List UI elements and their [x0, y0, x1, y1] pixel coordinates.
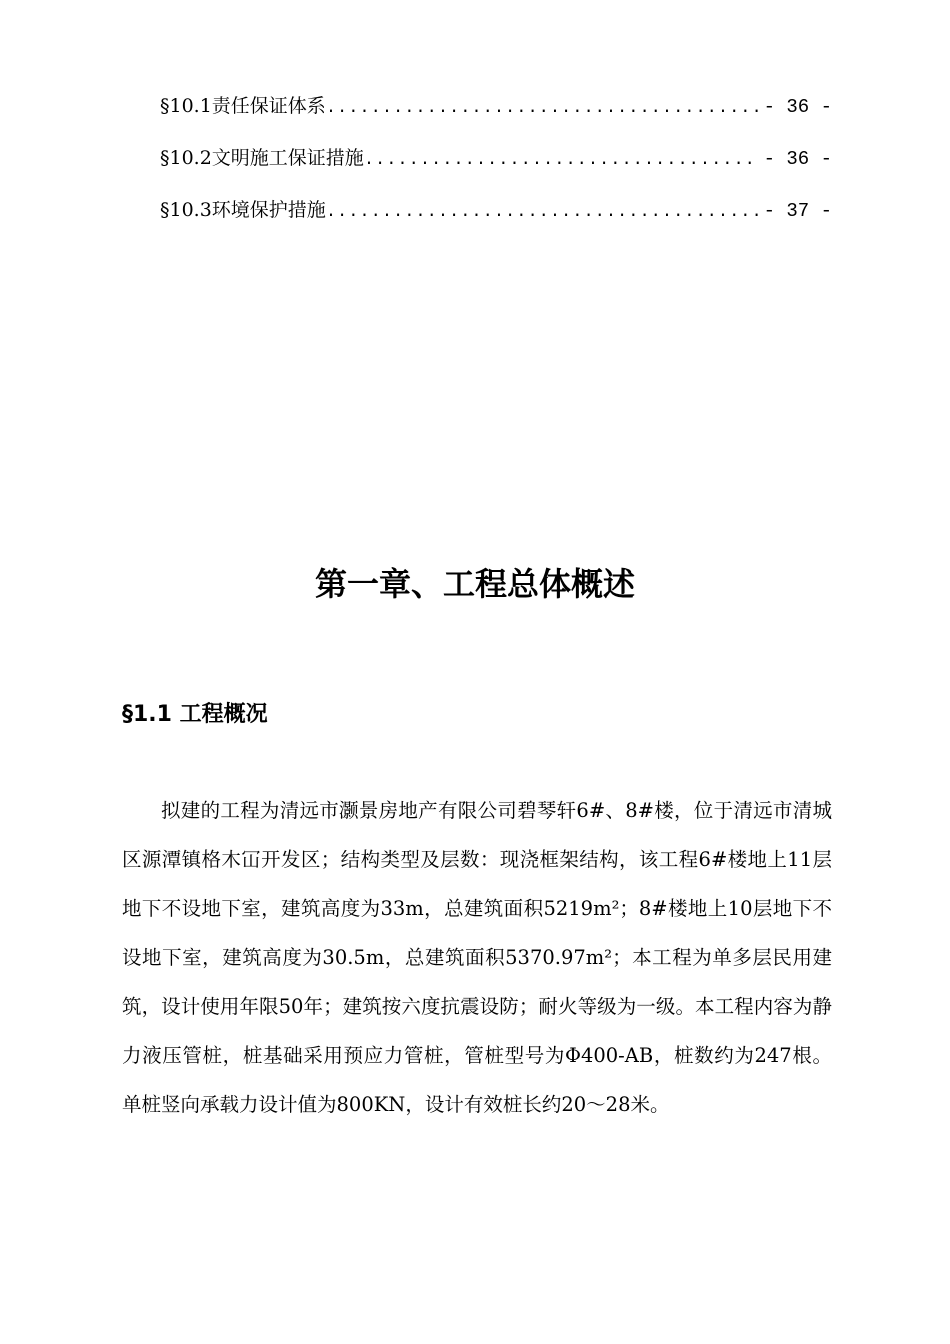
section-heading: §1.1 工程概况 [122, 702, 268, 727]
section-paragraph: 拟建的工程为清远市灏景房地产有限公司碧琴轩6#、8#楼，位于清远市清城区源潭镇格木冚开发区；结构类型及层数：现浇框架结构，该工程6#楼地上11层地下不设地下室，建筑高度为33m，总建筑面积5219m²；8#楼地上10层地下不设地下室，建筑高度为30.5m，总建筑面积5370.97m²；本工程为单多层民用建筑，设计使用年限50年；建筑按六度抗震设防；耐火等级为一级。本工程内容为静力液压管桩，桩基础采用预应力管桩，管桩型号为Φ400-AB，桩数约为247根。单桩竖向承载力设计值为800KN，设计有效桩长约20～28米。 [122, 799, 832, 1116]
toc-entry-page: - 36 - [763, 148, 832, 170]
chapter-title: 第一章、工程总体概述 [314, 565, 635, 603]
toc-entry-10-1[interactable] [160, 92, 832, 121]
toc-entry-page: - 37 - [763, 200, 832, 222]
toc-dot-leader [326, 94, 760, 123]
toc-entry-title: §10.3环境保护措施 [160, 199, 326, 221]
toc-entry-10-2[interactable] [160, 144, 832, 173]
toc-entry-10-3[interactable] [160, 196, 832, 225]
toc-dot-leader [364, 146, 760, 175]
toc-entry-page: - 36 - [763, 96, 832, 118]
toc-entry-title: §10.2文明施工保证措施 [160, 147, 364, 169]
table-of-contents [160, 92, 832, 248]
toc-dot-leader [326, 198, 760, 227]
toc-entry-title: §10.1责任保证体系 [160, 95, 326, 117]
